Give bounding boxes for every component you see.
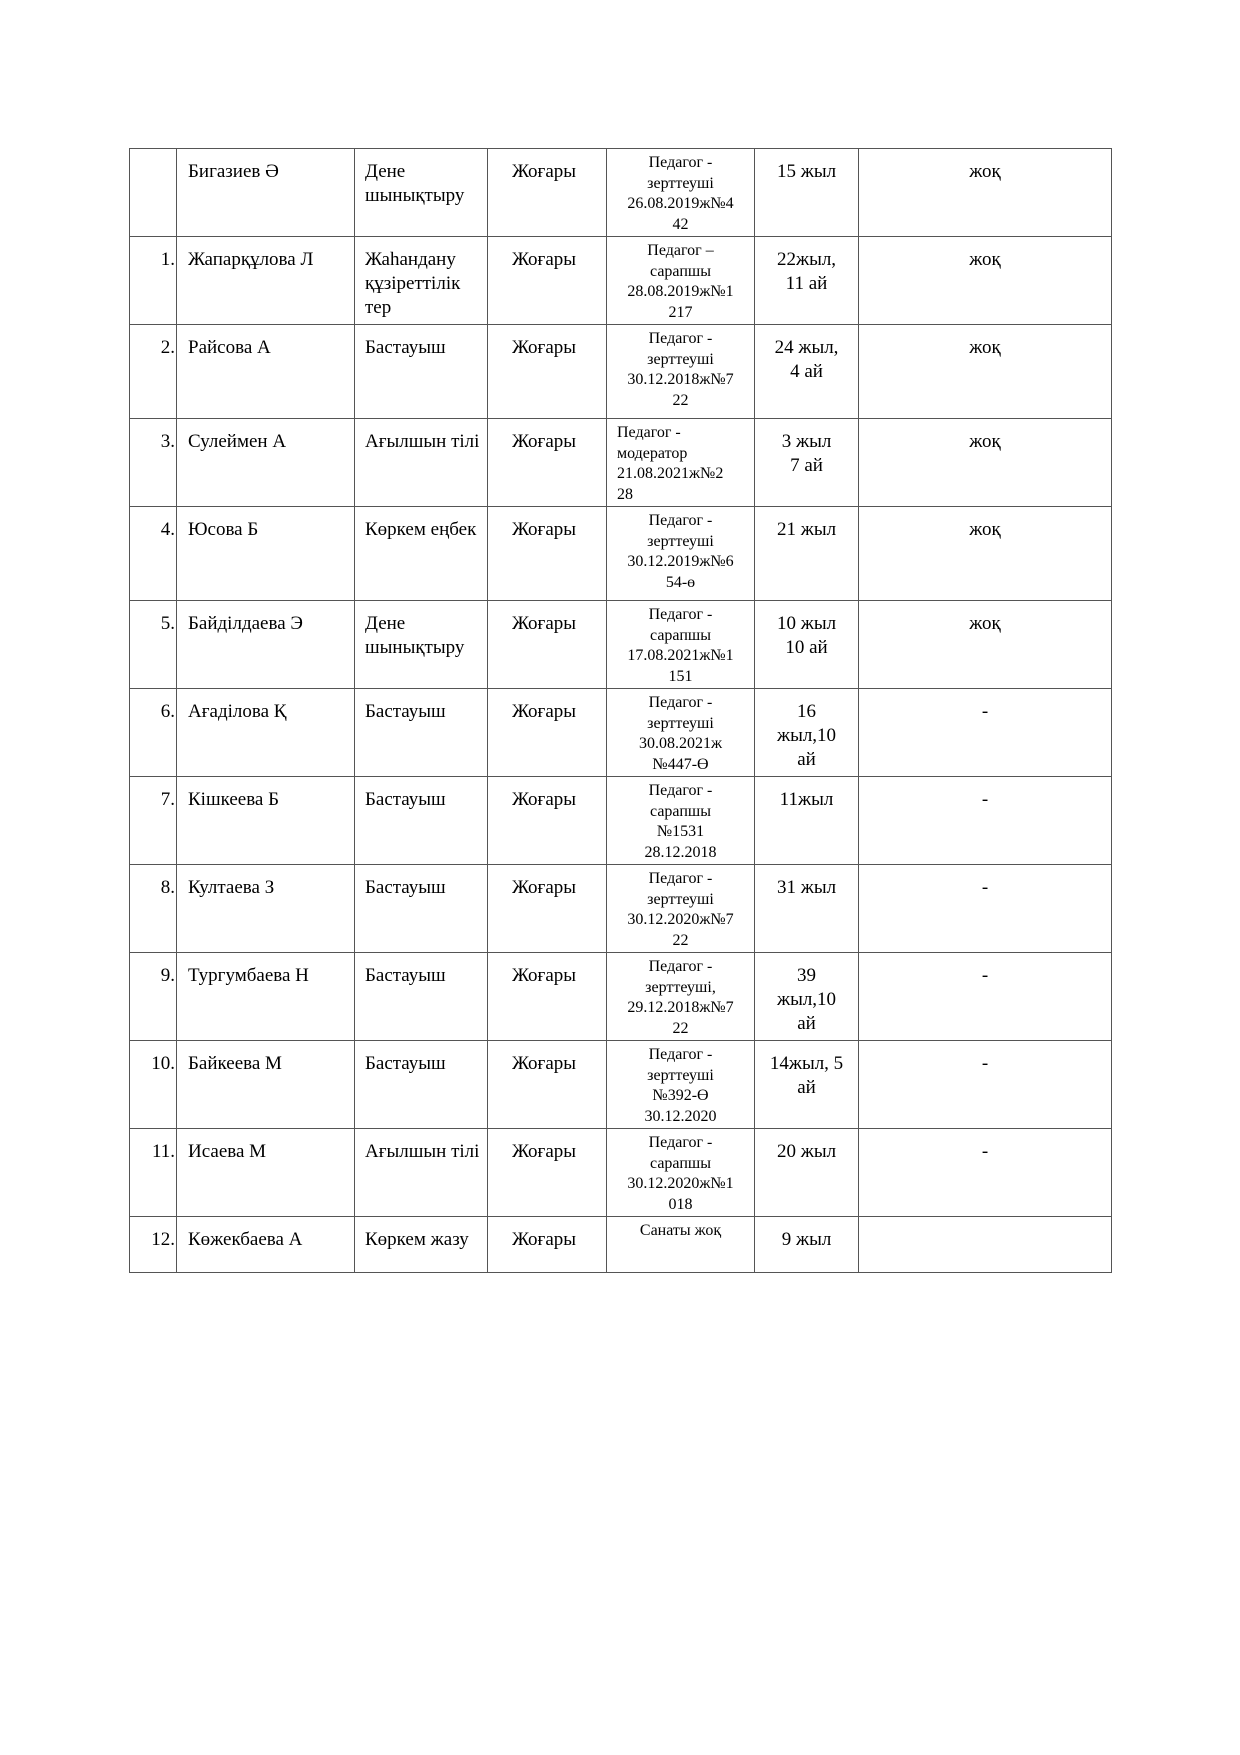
qualification-category-cell	[607, 149, 755, 237]
note: -	[981, 1141, 989, 1162]
qualification-category: Педагог - зерттеуші 30.08.2021ж №447-Ө	[638, 694, 723, 773]
note-cell	[859, 325, 1112, 419]
education-level: Жоғары	[512, 789, 577, 810]
qualification-category-cell	[607, 689, 755, 777]
qualification-category-cell	[607, 1129, 755, 1217]
teacher-name-cell	[177, 149, 355, 237]
teacher-name-cell	[177, 237, 355, 325]
table-row	[130, 149, 1112, 237]
note-cell	[859, 419, 1112, 507]
work-experience: 39 жыл,10 ай	[776, 965, 837, 1034]
teacher-name: Байкеева М	[188, 1053, 282, 1074]
note-cell	[859, 149, 1112, 237]
qualification-category: Педагог - зерттеуші 26.08.2019ж№4 42	[627, 154, 734, 233]
qualification-category-cell	[607, 953, 755, 1041]
education-level-cell	[488, 865, 607, 953]
subject-cell	[355, 325, 488, 419]
education-level: Жоғары	[512, 877, 577, 898]
row-number: 6.	[160, 701, 175, 722]
qualification-category-cell	[607, 601, 755, 689]
subject: Көркем жазу	[365, 1229, 469, 1250]
subject-cell	[355, 149, 488, 237]
subject-cell	[355, 689, 488, 777]
qualification-category: Санаты жоқ	[639, 1222, 722, 1239]
work-experience: 16 жыл,10 ай	[776, 701, 837, 770]
work-experience: 20 жыл	[776, 1141, 837, 1162]
qualification-category: Педагог - зерттеуші 30.12.2020ж№7 22	[627, 870, 734, 949]
row-number: 12.	[151, 1229, 175, 1250]
work-experience-cell	[755, 953, 859, 1041]
row-number: 10.	[151, 1053, 175, 1074]
qualification-category-cell	[607, 865, 755, 953]
qualification-category-cell	[607, 1041, 755, 1129]
teacher-name: Райсова А	[188, 337, 271, 358]
work-experience: 22жыл, 11 ай	[776, 249, 837, 294]
education-level-cell	[488, 777, 607, 865]
work-experience-cell	[755, 1041, 859, 1129]
note-cell	[859, 865, 1112, 953]
row-number-cell	[130, 149, 177, 237]
education-level: Жоғары	[512, 519, 577, 540]
subject-cell	[355, 953, 488, 1041]
table-row	[130, 689, 1112, 777]
teacher-name: Байділдаева Э	[188, 613, 303, 634]
work-experience-cell	[755, 237, 859, 325]
row-number: 11.	[151, 1141, 175, 1162]
row-number-cell	[130, 777, 177, 865]
row-number-cell	[130, 1041, 177, 1129]
education-level-cell	[488, 325, 607, 419]
teacher-name: Тургумбаева Н	[188, 965, 309, 986]
row-number: 7.	[160, 789, 175, 810]
qualification-category-cell	[607, 507, 755, 601]
subject-cell	[355, 1041, 488, 1129]
note: жоқ	[969, 519, 1001, 540]
row-number-cell	[130, 1129, 177, 1217]
table-row	[130, 1041, 1112, 1129]
education-level-cell	[488, 507, 607, 601]
teacher-name-cell	[177, 1041, 355, 1129]
subject-cell	[355, 419, 488, 507]
subject-cell	[355, 777, 488, 865]
table-row	[130, 865, 1112, 953]
education-level-cell	[488, 1217, 607, 1273]
note: -	[981, 701, 989, 722]
work-experience-cell	[755, 1129, 859, 1217]
row-number: 2.	[160, 337, 175, 358]
row-number-cell	[130, 237, 177, 325]
subject: Дене шынықтыру	[365, 613, 465, 658]
subject: Бастауыш	[365, 877, 446, 898]
qualification-category-cell	[607, 1217, 755, 1273]
table-row	[130, 777, 1112, 865]
work-experience: 14жыл, 5 ай	[769, 1053, 844, 1098]
subject: Бастауыш	[365, 337, 446, 358]
teacher-name: Юсова Б	[188, 519, 259, 540]
education-level: Жоғары	[512, 161, 577, 182]
subject: Бастауыш	[365, 701, 446, 722]
qualification-category-cell	[607, 777, 755, 865]
note-cell	[859, 689, 1112, 777]
subject: Бастауыш	[365, 1053, 446, 1074]
table-row	[130, 601, 1112, 689]
table-row	[130, 325, 1112, 419]
row-number	[130, 149, 176, 160]
subject-cell	[355, 1129, 488, 1217]
work-experience-cell	[755, 419, 859, 507]
qualification-category: Педагог – сарапшы 28.08.2019ж№1 217	[627, 242, 734, 321]
table-row	[130, 419, 1112, 507]
table-row	[130, 507, 1112, 601]
note-cell	[859, 953, 1112, 1041]
teacher-name: Исаева М	[188, 1141, 267, 1162]
education-level-cell	[488, 149, 607, 237]
subject: Бастауыш	[365, 965, 446, 986]
education-level: Жоғары	[512, 337, 577, 358]
teacher-name-cell	[177, 325, 355, 419]
education-level-cell	[488, 1129, 607, 1217]
subject-cell	[355, 601, 488, 689]
education-level-cell	[488, 601, 607, 689]
teacher-name-cell	[177, 601, 355, 689]
teacher-name-cell	[177, 865, 355, 953]
staff-table	[129, 148, 1112, 1273]
row-number-cell	[130, 865, 177, 953]
qualification-category-cell	[607, 325, 755, 419]
subject: Дене шынықтыру	[365, 161, 465, 206]
subject: Ағылшын тілі	[365, 1141, 480, 1162]
work-experience: 21 жыл	[776, 519, 837, 540]
work-experience-cell	[755, 689, 859, 777]
work-experience: 31 жыл	[776, 877, 837, 898]
qualification-category-cell	[607, 419, 755, 507]
note: жоқ	[969, 613, 1001, 634]
note: жоқ	[969, 431, 1001, 452]
teacher-name: Жапарқұлова Л	[188, 249, 314, 270]
teacher-name-cell	[177, 689, 355, 777]
education-level-cell	[488, 1041, 607, 1129]
note-cell	[859, 507, 1112, 601]
subject: Көркем еңбек	[365, 519, 477, 540]
work-experience-cell	[755, 865, 859, 953]
note: -	[981, 965, 989, 986]
row-number-cell	[130, 1217, 177, 1273]
qualification-category: Педагог - сарапшы №1531 28.12.2018	[644, 782, 717, 861]
note: -	[981, 1053, 989, 1074]
subject: Ағылшын тілі	[365, 431, 480, 452]
row-number-cell	[130, 953, 177, 1041]
teacher-name-cell	[177, 419, 355, 507]
row-number: 8.	[160, 877, 175, 898]
qualification-category: Педагог - зерттеуші, 29.12.2018ж№7 22	[627, 958, 734, 1037]
qualification-category: Педагог - зерттеуші 30.12.2018ж№7 22	[627, 330, 734, 409]
subject-cell	[355, 507, 488, 601]
work-experience: 10 жыл 10 ай	[776, 613, 837, 658]
row-number: 4.	[160, 519, 175, 540]
work-experience-cell	[755, 507, 859, 601]
education-level: Жоғары	[512, 965, 577, 986]
row-number-cell	[130, 419, 177, 507]
education-level-cell	[488, 237, 607, 325]
row-number: 3.	[160, 431, 175, 452]
subject-cell	[355, 237, 488, 325]
work-experience: 15 жыл	[776, 161, 837, 182]
row-number-cell	[130, 689, 177, 777]
qualification-category: Педагог - сарапшы 30.12.2020ж№1 018	[627, 1134, 734, 1213]
work-experience: 9 жыл	[781, 1229, 832, 1250]
note-cell	[859, 237, 1112, 325]
qualification-category: Педагог - модератор 21.08.2021ж№2 28	[617, 424, 724, 503]
table-row	[130, 953, 1112, 1041]
note-cell	[859, 1129, 1112, 1217]
teacher-name-cell	[177, 1129, 355, 1217]
subject: Бастауыш	[365, 789, 446, 810]
work-experience-cell	[755, 1217, 859, 1273]
subject: Жаһандану құзіреттілік тер	[365, 249, 461, 318]
note-cell	[859, 1217, 1112, 1273]
teacher-name-cell	[177, 1217, 355, 1273]
education-level: Жоғары	[512, 1053, 577, 1074]
note: -	[981, 877, 989, 898]
row-number-cell	[130, 601, 177, 689]
education-level: Жоғары	[512, 1141, 577, 1162]
teacher-name: Ағаділова Қ	[188, 701, 287, 722]
work-experience-cell	[755, 601, 859, 689]
note: жоқ	[969, 337, 1001, 358]
education-level-cell	[488, 953, 607, 1041]
work-experience: 3 жыл 7 ай	[781, 431, 832, 476]
note: жоқ	[969, 161, 1001, 182]
table-row	[130, 1129, 1112, 1217]
education-level: Жоғары	[512, 701, 577, 722]
teacher-name: Кішкеева Б	[188, 789, 280, 810]
work-experience: 24 жыл, 4 ай	[774, 337, 839, 382]
note-cell	[859, 601, 1112, 689]
note-cell	[859, 777, 1112, 865]
education-level-cell	[488, 419, 607, 507]
education-level: Жоғары	[512, 1229, 577, 1250]
note: -	[981, 789, 989, 810]
qualification-category: Педагог - зерттеуші №392-Ө 30.12.2020	[644, 1046, 717, 1125]
table-row	[130, 1217, 1112, 1273]
row-number-cell	[130, 325, 177, 419]
row-number: 9.	[160, 965, 175, 986]
qualification-category: Педагог - зерттеуші 30.12.2019ж№6 54-ө	[627, 512, 734, 591]
row-number: 1.	[160, 249, 175, 270]
work-experience-cell	[755, 777, 859, 865]
subject-cell	[355, 865, 488, 953]
note	[859, 1217, 1111, 1228]
education-level-cell	[488, 689, 607, 777]
education-level: Жоғары	[512, 249, 577, 270]
teacher-name: Бигазиев Ә	[188, 161, 279, 182]
teacher-name-cell	[177, 953, 355, 1041]
row-number: 5.	[160, 613, 175, 634]
teacher-name: Култаева З	[188, 877, 275, 898]
subject-cell	[355, 1217, 488, 1273]
note: жоқ	[969, 249, 1001, 270]
table-row	[130, 237, 1112, 325]
teacher-name: Сулеймен А	[188, 431, 287, 452]
qualification-category-cell	[607, 237, 755, 325]
teacher-name: Көжекбаева А	[188, 1229, 303, 1250]
work-experience-cell	[755, 325, 859, 419]
row-number-cell	[130, 507, 177, 601]
work-experience-cell	[755, 149, 859, 237]
work-experience: 11жыл	[779, 789, 834, 810]
education-level: Жоғары	[512, 431, 577, 452]
teacher-name-cell	[177, 507, 355, 601]
education-level: Жоғары	[512, 613, 577, 634]
note-cell	[859, 1041, 1112, 1129]
qualification-category: Педагог - сарапшы 17.08.2021ж№1 151	[627, 606, 734, 685]
teacher-name-cell	[177, 777, 355, 865]
